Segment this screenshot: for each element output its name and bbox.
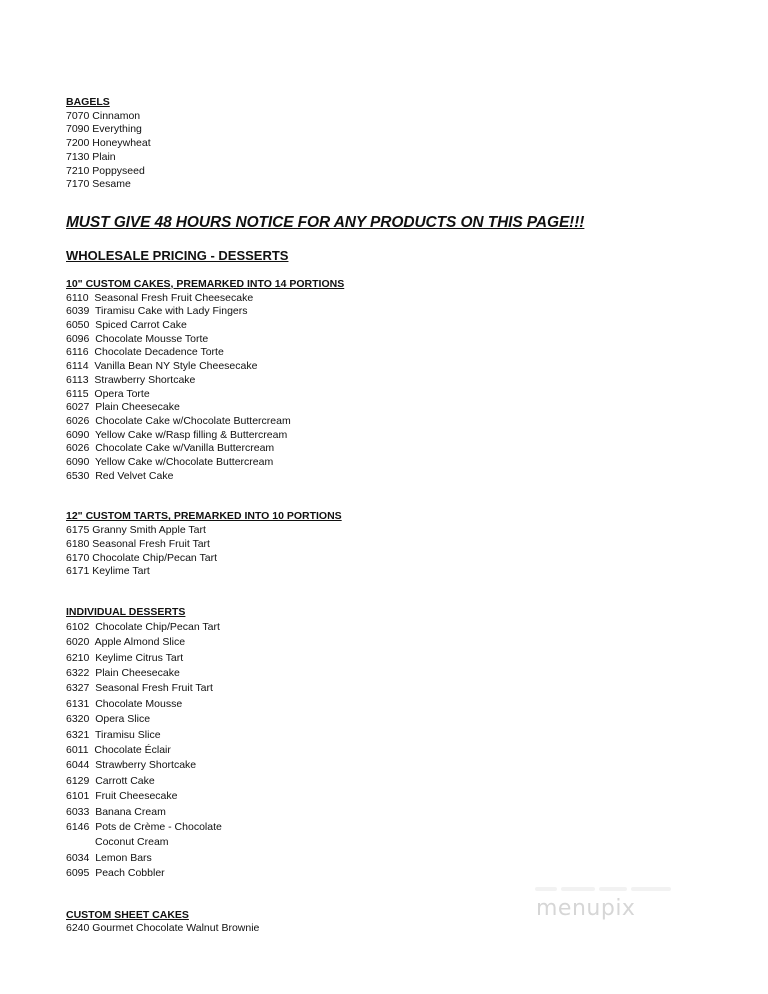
list-item: 6115 Opera Torte	[66, 387, 150, 400]
list-item: 6327 Seasonal Fresh Fruit Tart	[66, 682, 213, 695]
list-item: 6034 Lemon Bars	[66, 851, 152, 864]
list-item: 7130 Plain	[66, 150, 116, 163]
list-item: 6180 Seasonal Fresh Fruit Tart	[66, 537, 210, 550]
list-item: 6102 Chocolate Chip/Pecan Tart	[66, 620, 220, 633]
list-item: 7170 Sesame	[66, 178, 131, 191]
list-item: 6044 Strawberry Shortcake	[66, 759, 197, 772]
list-item: 6320 Opera Slice	[66, 713, 151, 726]
list-item: 6240 Gourmet Chocolate Walnut Brownie	[66, 922, 260, 935]
list-item: 6321 Tiramisu Slice	[66, 728, 161, 741]
list-item: 6210 Keylime Citrus Tart	[66, 651, 184, 664]
list-item: 6116 Chocolate Decadence Torte	[66, 346, 224, 359]
list-item: 7200 Honeywheat	[66, 137, 151, 150]
individual-desserts-heading: INDIVIDUAL DESSERTS	[66, 605, 186, 618]
list-item: 6170 Chocolate Chip/Pecan Tart	[66, 551, 217, 564]
list-item: 6039 Tiramisu Cake with Lady Fingers	[66, 305, 248, 318]
menu-page	[66, 96, 706, 936]
list-item: 6101 Fruit Cheesecake	[66, 790, 178, 803]
list-item: 6113 Strawberry Shortcake	[66, 373, 196, 386]
bagels-section	[66, 96, 706, 192]
list-item: 6175 Granny Smith Apple Tart	[66, 524, 206, 537]
list-item: 6050 Spiced Carrot Cake	[66, 319, 187, 332]
list-item: 6027 Plain Cheesecake	[66, 401, 180, 414]
list-item: 6090 Yellow Cake w/Chocolate Buttercream	[66, 456, 274, 469]
list-item: 6020 Apple Almond Slice	[66, 636, 186, 649]
list-item-continuation: Coconut Cream	[95, 836, 169, 849]
custom-tarts-heading: 12" CUSTOM TARTS, PREMARKED INTO 10 PORTIONS	[66, 510, 342, 523]
list-item: 7070 Cinnamon	[66, 109, 141, 122]
list-item: 6026 Chocolate Cake w/Chocolate Buttercream	[66, 414, 291, 427]
faint-text-decoration	[535, 878, 685, 885]
list-item: 6090 Yellow Cake w/Rasp filling & Buttercream	[66, 428, 288, 441]
notice-banner: MUST GIVE 48 HOURS NOTICE FOR ANY PRODUCTS ON THIS PAGE!!!	[66, 213, 585, 231]
list-item: 6096 Chocolate Mousse Torte	[66, 332, 209, 345]
list-item: 7210 Poppyseed	[66, 164, 145, 177]
list-item: 6131 Chocolate Mousse	[66, 697, 183, 710]
list-item: 6026 Chocolate Cake w/Vanilla Buttercream	[66, 442, 275, 455]
list-item: 6114 Vanilla Bean NY Style Cheesecake	[66, 360, 258, 373]
custom-tarts-section	[66, 510, 706, 579]
list-item: 6171 Keylime Tart	[66, 565, 150, 578]
menupix-watermark: menupix	[536, 896, 636, 921]
individual-desserts-section	[66, 606, 706, 882]
list-item: 6033 Banana Cream	[66, 805, 166, 818]
list-item: 7090 Everything	[66, 123, 142, 136]
custom-cakes-heading: 10" CUSTOM CAKES, PREMARKED INTO 14 PORTIONS	[66, 277, 345, 290]
list-item: 6129 Carrott Cake	[66, 774, 155, 787]
bagels-heading: BAGELS	[66, 96, 110, 108]
list-item: 6095 Peach Cobbler	[66, 867, 165, 880]
sheet-cakes-heading: CUSTOM SHEET CAKES	[66, 908, 189, 921]
wholesale-heading: WHOLESALE PRICING - DESSERTS	[66, 247, 289, 263]
custom-cakes-section	[66, 278, 706, 484]
list-item: 6110 Seasonal Fresh Fruit Cheesecake	[66, 291, 254, 304]
list-item: 6146 Pots de Crème - Chocolate	[66, 820, 222, 833]
list-item: 6011 Chocolate Éclair	[66, 743, 171, 756]
list-item: 6322 Plain Cheesecake	[66, 666, 180, 679]
list-item: 6530 Red Velvet Cake	[66, 469, 174, 482]
